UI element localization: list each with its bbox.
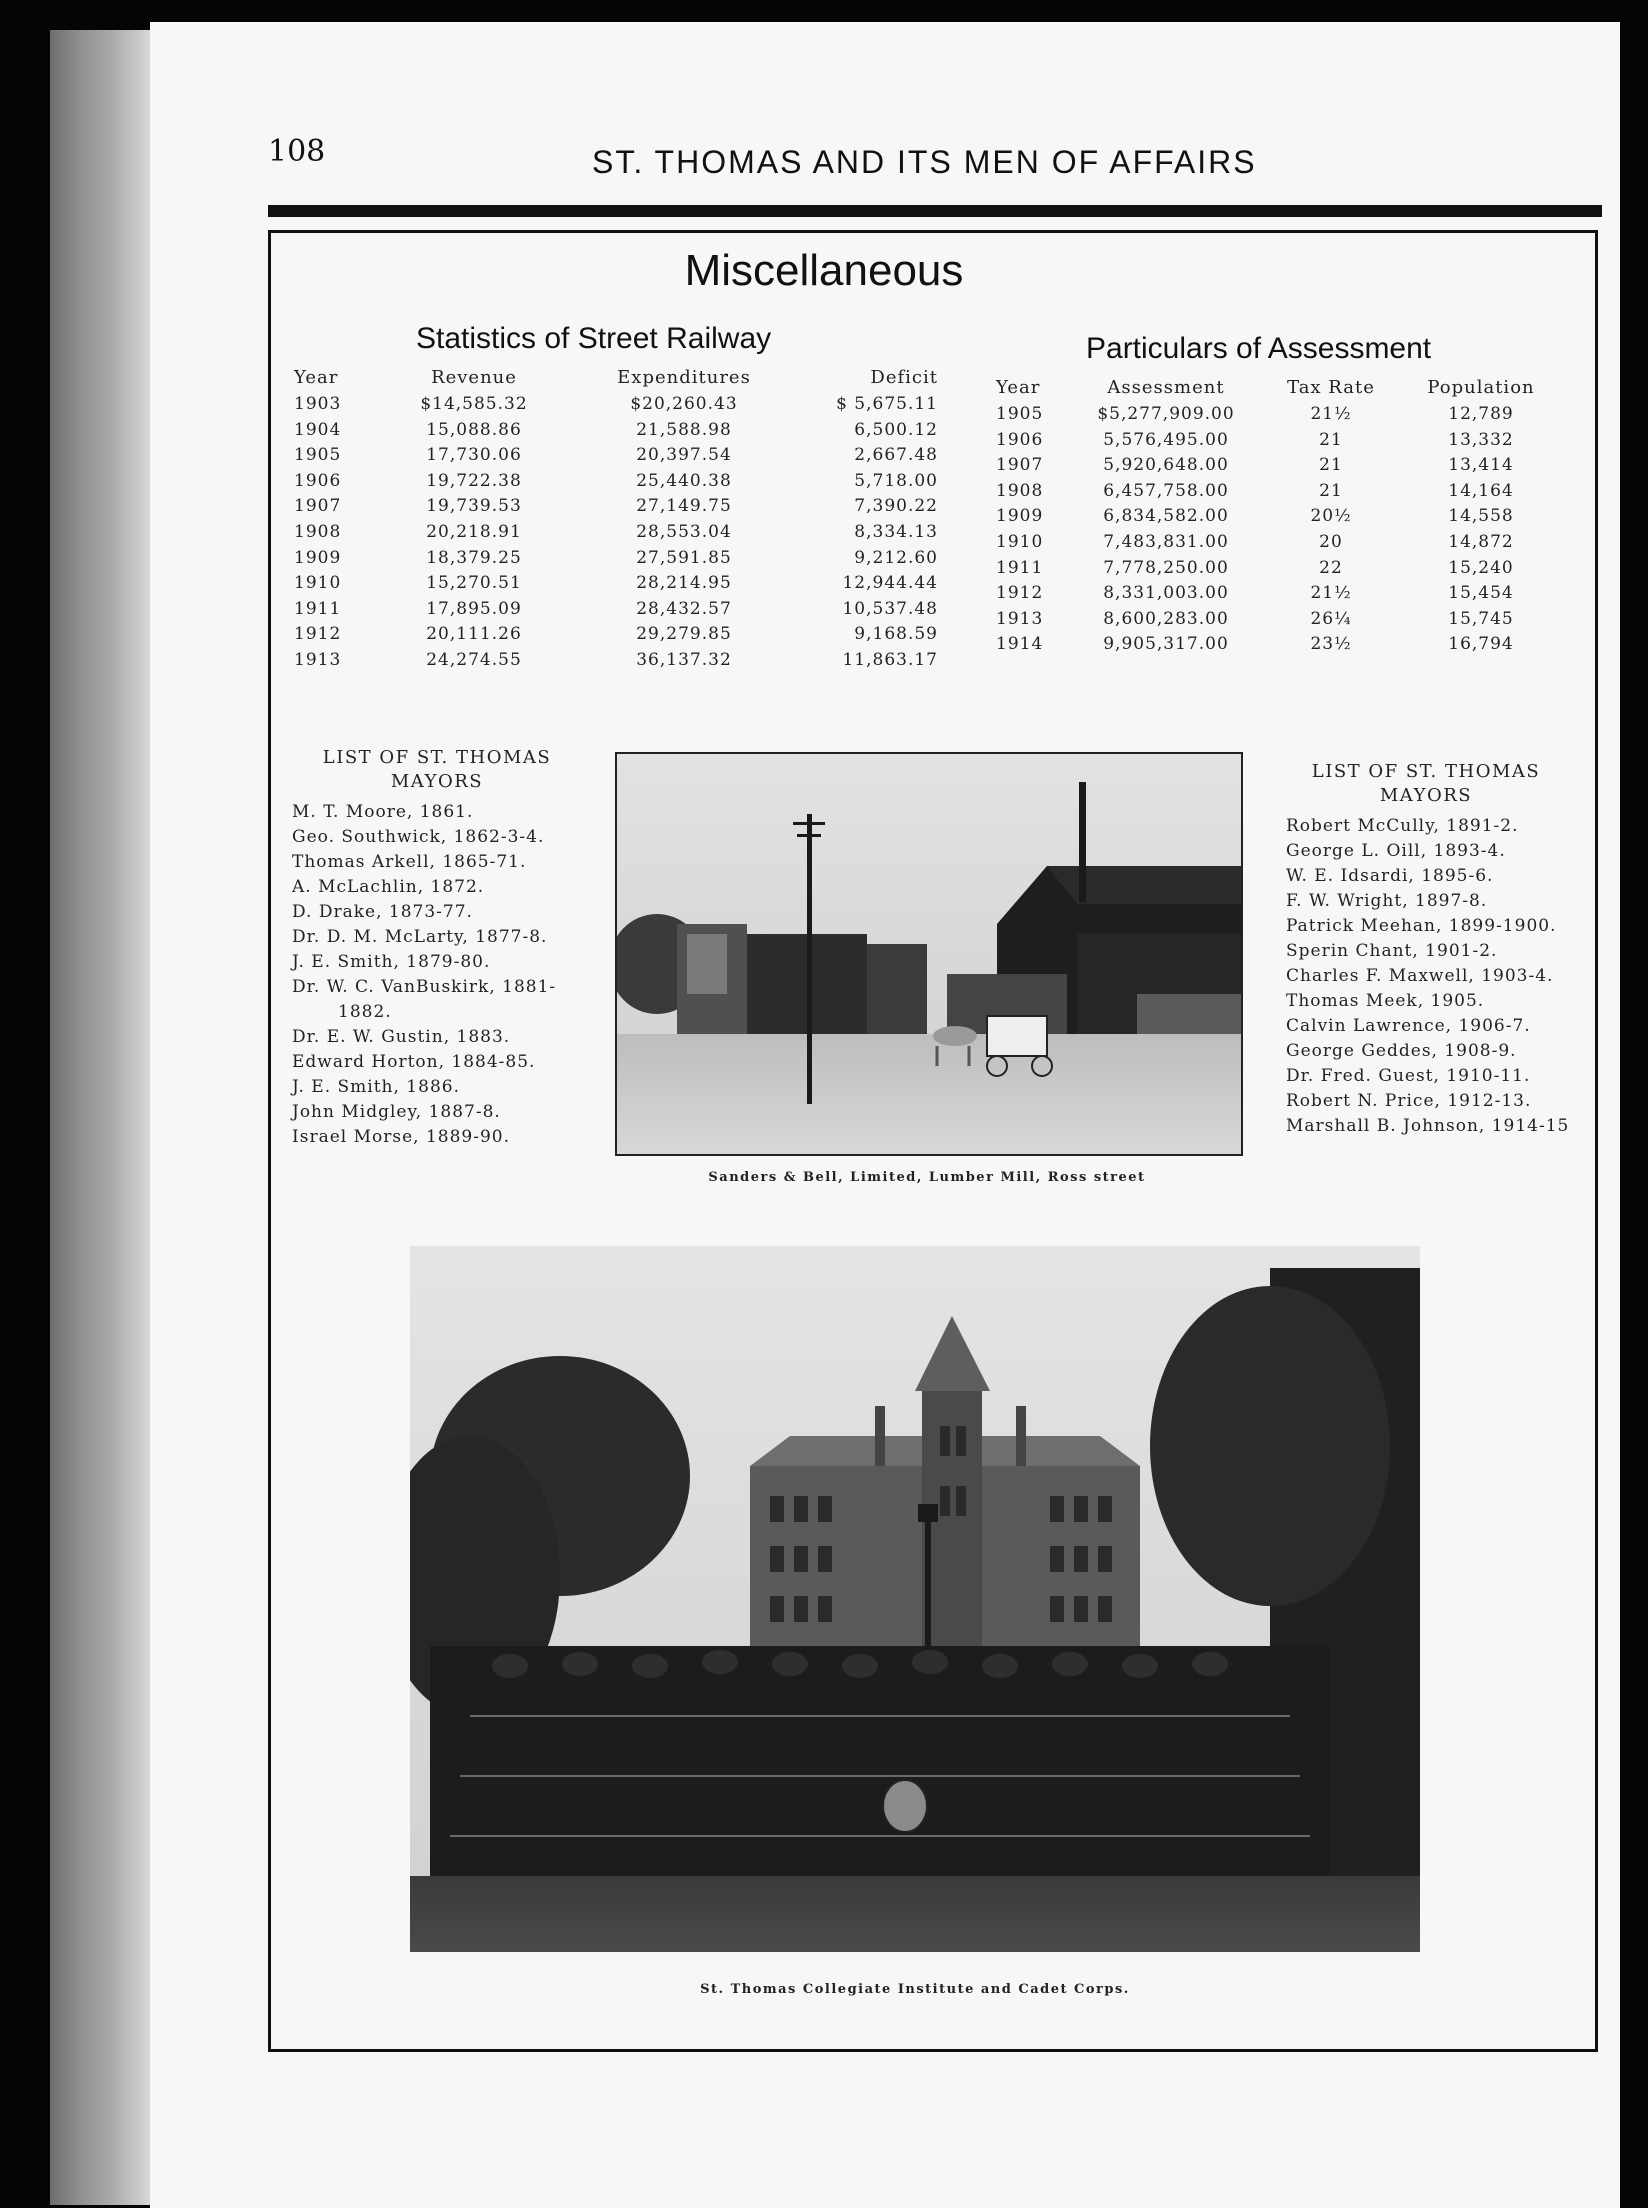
table-cell: 15,454 — [1448, 583, 1514, 604]
table-cell: 9,212.60 — [854, 547, 938, 568]
table-row — [294, 597, 938, 623]
table-row — [996, 607, 1566, 633]
list-item: A. McLachlin, 1872. — [292, 877, 485, 897]
table-cell: 6,457,758.00 — [1103, 480, 1229, 501]
table-cell: 1907 — [294, 496, 342, 517]
list-item: 1882. — [338, 1002, 392, 1022]
table-cell: 8,600,283.00 — [1103, 608, 1229, 629]
table-row — [996, 479, 1566, 505]
list-item: Patrick Meehan, 1899-1900. — [1286, 916, 1557, 936]
list-item: Dr. D. M. McLarty, 1877-8. — [292, 927, 548, 947]
table-cell: 1913 — [996, 608, 1044, 629]
table-cell: 8,334.13 — [854, 521, 938, 542]
table-cell: 1909 — [996, 506, 1044, 527]
list-item: Robert N. Price, 1912-13. — [1286, 1091, 1532, 1111]
table-cell: 14,872 — [1448, 531, 1514, 552]
list-item: D. Drake, 1873-77. — [292, 902, 473, 922]
table-row — [996, 530, 1566, 556]
table-cell: 19,722.38 — [426, 470, 522, 491]
table-cell: 13,414 — [1448, 455, 1514, 476]
table-cell: 14,164 — [1448, 480, 1514, 501]
assessment-table — [996, 374, 1566, 658]
list-item: Robert McCully, 1891-2. — [1286, 816, 1519, 836]
table-row — [294, 494, 938, 520]
list-item: Sperin Chant, 1901-2. — [1286, 941, 1498, 961]
table-cell: 1908 — [294, 521, 342, 542]
table-row — [996, 581, 1566, 607]
table-cell: 16,794 — [1448, 634, 1514, 655]
table-cell: 6,500.12 — [854, 419, 938, 440]
column-header: Assessment — [1107, 377, 1225, 399]
list-item: George Geddes, 1908-9. — [1286, 1041, 1517, 1061]
table-row — [996, 428, 1566, 454]
table-row — [294, 546, 938, 572]
table-cell: 1907 — [996, 455, 1044, 476]
table-cell: 10,537.48 — [842, 598, 938, 619]
column-header: Population — [1427, 377, 1535, 399]
table-cell: 36,137.32 — [636, 649, 732, 670]
lumber-mill-caption: Sanders & Bell, Limited, Lumber Mill, Ross street — [708, 1170, 1146, 1185]
table-cell: 25,440.38 — [636, 470, 732, 491]
table-cell: 27,149.75 — [636, 496, 732, 517]
collegiate-institute-caption: St. Thomas Collegiate Institute and Cadet Corps. — [700, 1982, 1130, 1997]
section-title: Miscellaneous — [684, 246, 964, 295]
table-cell: 7,778,250.00 — [1103, 557, 1229, 578]
table-cell: $ 5,675.11 — [836, 394, 938, 414]
column-header: Expenditures — [617, 367, 751, 389]
table-cell: 1910 — [996, 531, 1044, 552]
list-item: J. E. Smith, 1886. — [292, 1077, 460, 1097]
list-item: Marshall B. Johnson, 1914-15 — [1286, 1116, 1570, 1136]
table-cell: 1906 — [996, 429, 1044, 450]
railway-table-title: Statistics of Street Railway — [416, 322, 772, 355]
header-rule — [268, 205, 1602, 217]
assessment-table-title: Particulars of Assessment — [1086, 332, 1432, 365]
column-header: Year — [996, 377, 1041, 399]
table-cell: 21½ — [1310, 404, 1352, 424]
table-cell: 17,730.06 — [426, 445, 522, 466]
lumber-mill-photo — [615, 752, 1243, 1156]
table-header-row — [996, 374, 1566, 402]
table-cell: 1903 — [294, 394, 342, 414]
table-row — [294, 469, 938, 495]
table-cell: 5,920,648.00 — [1103, 455, 1229, 476]
table-cell: $14,585.32 — [420, 394, 528, 414]
table-cell: 17,895.09 — [426, 598, 522, 619]
table-cell: 18,379.25 — [426, 547, 522, 568]
table-row — [294, 571, 938, 597]
column-header: Year — [294, 367, 339, 389]
table-row — [294, 622, 938, 648]
list-item: Edward Horton, 1884-85. — [292, 1052, 536, 1072]
table-cell: 1912 — [996, 583, 1044, 604]
table-cell: 24,274.55 — [426, 649, 522, 670]
table-cell: 12,789 — [1448, 404, 1514, 424]
table-cell: 19,739.53 — [426, 496, 522, 517]
table-cell: 7,390.22 — [854, 496, 938, 517]
list-item: Dr. E. W. Gustin, 1883. — [292, 1027, 511, 1047]
table-cell: 1912 — [294, 624, 342, 645]
list-item: Dr. Fred. Guest, 1910-11. — [1286, 1066, 1531, 1086]
table-cell: 14,558 — [1448, 506, 1514, 527]
table-cell: 12,944.44 — [842, 573, 938, 594]
list-item: M. T. Moore, 1861. — [292, 802, 474, 822]
list-item: Dr. W. C. VanBuskirk, 1881- — [292, 977, 557, 997]
table-row — [294, 520, 938, 546]
table-cell: $20,260.43 — [630, 394, 738, 414]
table-row — [996, 556, 1566, 582]
table-cell: 15,088.86 — [426, 419, 522, 440]
table-cell: 20 — [1319, 531, 1343, 552]
table-cell: 22 — [1319, 557, 1343, 578]
table-cell: 1910 — [294, 573, 342, 594]
column-header: Revenue — [431, 367, 517, 389]
table-cell: 20½ — [1310, 506, 1352, 527]
table-cell: 1908 — [996, 480, 1044, 501]
table-cell: 7,483,831.00 — [1103, 531, 1229, 552]
list-item: W. E. Idsardi, 1895-6. — [1286, 866, 1494, 886]
table-cell: 15,240 — [1448, 557, 1514, 578]
table-cell: 9,905,317.00 — [1103, 634, 1229, 655]
table-cell: 1913 — [294, 649, 342, 670]
list-item: George L. Oill, 1893-4. — [1286, 841, 1506, 861]
table-cell: 1911 — [294, 598, 342, 619]
table-row — [294, 392, 938, 418]
table-row — [294, 418, 938, 444]
table-cell: 1904 — [294, 419, 342, 440]
table-cell: 20,397.54 — [636, 445, 732, 466]
page-number: 108 — [268, 134, 326, 169]
list-item: Calvin Lawrence, 1906-7. — [1286, 1016, 1531, 1036]
table-cell: 9,168.59 — [854, 624, 938, 645]
table-cell: 5,576,495.00 — [1103, 429, 1229, 450]
column-header: Tax Rate — [1287, 377, 1375, 399]
book-spine-edge — [50, 30, 160, 2205]
mayors-list-right — [1286, 760, 1596, 1139]
table-cell: 21 — [1319, 480, 1343, 501]
mayors-list-left — [292, 746, 582, 1150]
mayors-list-right-title: LIST OF ST. THOMAS MAYORS — [1311, 761, 1541, 806]
table-row — [996, 504, 1566, 530]
table-row — [294, 443, 938, 469]
table-cell: 1911 — [996, 557, 1044, 578]
column-header: Deficit — [870, 367, 938, 389]
table-cell: 21½ — [1310, 583, 1352, 604]
table-cell: 28,214.95 — [636, 573, 732, 594]
table-row — [294, 648, 938, 674]
table-cell: 13,332 — [1448, 429, 1514, 450]
table-cell: 23½ — [1310, 634, 1352, 655]
table-cell: 27,591.85 — [636, 547, 732, 568]
railway-table — [294, 364, 938, 674]
list-item: J. E. Smith, 1879-80. — [292, 952, 491, 972]
table-cell: 20,218.91 — [426, 521, 522, 542]
table-cell: 5,718.00 — [854, 470, 938, 491]
table-cell: 1905 — [294, 445, 342, 466]
list-item: John Midgley, 1887-8. — [292, 1102, 501, 1122]
table-cell: 1906 — [294, 470, 342, 491]
table-cell: 28,553.04 — [636, 521, 732, 542]
running-title: ST. THOMAS AND ITS MEN OF AFFAIRS — [592, 144, 1257, 180]
table-cell: 29,279.85 — [636, 624, 732, 645]
table-cell: 21,588.98 — [636, 419, 732, 440]
table-cell: 21 — [1319, 455, 1343, 476]
table-cell: 21 — [1319, 429, 1343, 450]
table-cell: 26¼ — [1310, 608, 1352, 629]
table-row — [996, 632, 1566, 658]
table-cell: 1909 — [294, 547, 342, 568]
list-item: Thomas Meek, 1905. — [1286, 991, 1485, 1011]
table-cell: 2,667.48 — [854, 445, 938, 466]
table-cell: 8,331,003.00 — [1103, 583, 1229, 604]
collegiate-institute-photo — [410, 1246, 1420, 1952]
mayors-list-left-title: LIST OF ST. THOMAS MAYORS — [322, 747, 552, 792]
list-item: Geo. Southwick, 1862-3-4. — [292, 827, 545, 847]
list-item: F. W. Wright, 1897-8. — [1286, 891, 1488, 911]
table-header-row — [294, 364, 938, 392]
table-cell: 1914 — [996, 634, 1044, 655]
table-cell: 20,111.26 — [426, 624, 522, 645]
table-cell: $5,277,909.00 — [1097, 404, 1235, 424]
list-item: Charles F. Maxwell, 1903-4. — [1286, 966, 1554, 986]
table-cell: 6,834,582.00 — [1103, 506, 1229, 527]
table-cell: 11,863.17 — [842, 649, 938, 670]
table-cell: 1905 — [996, 404, 1044, 424]
list-item: Thomas Arkell, 1865-71. — [292, 852, 527, 872]
table-cell: 28,432.57 — [636, 598, 732, 619]
table-cell: 15,745 — [1448, 608, 1514, 629]
table-row — [996, 402, 1566, 428]
table-cell: 15,270.51 — [426, 573, 522, 594]
table-row — [996, 453, 1566, 479]
list-item: Israel Morse, 1889-90. — [292, 1127, 511, 1147]
